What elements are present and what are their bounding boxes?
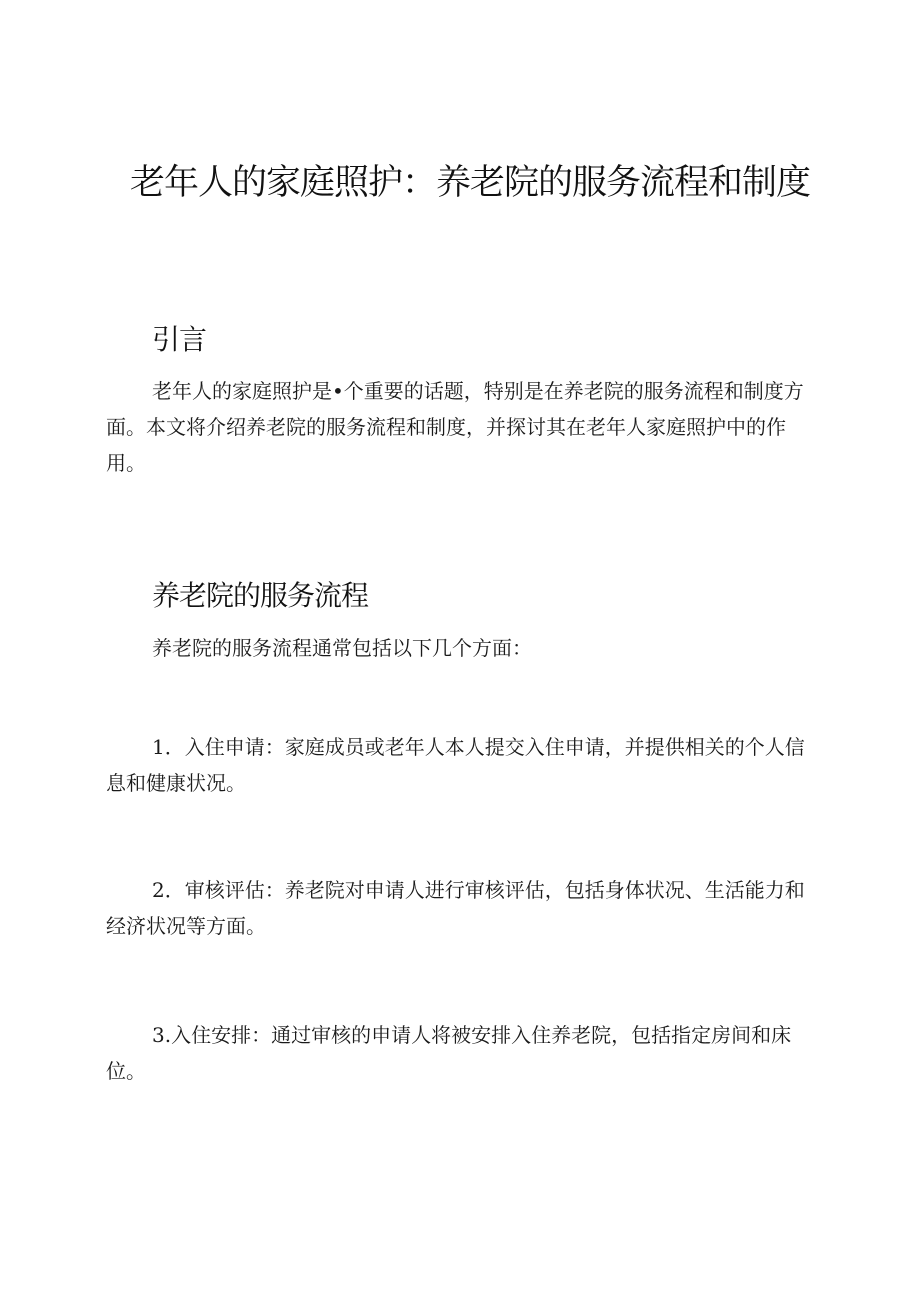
list-item-review-assessment: 2．审核评估：养老院对申请人进行审核评估，包括身体状况、生活能力和经济状况等方面。	[106, 878, 805, 938]
list-item-admission-arrangement: 3.入住安排：通过审核的申请人将被安排入住养老院，包括指定房间和床位。	[106, 1023, 792, 1083]
service-process-intro-paragraph: 养老院的服务流程通常包括以下几个方面：	[152, 636, 532, 660]
document-title: 老年人的家庭照护：养老院的服务流程和制度	[129, 163, 810, 203]
intro-paragraph: 老年人的家庭照护是•个重要的话题，特别是在养老院的服务流程和制度方面。本文将介绍养老院的服务流程和制度，并探讨其在老年人家庭照护中的作用。	[106, 379, 804, 475]
section-heading-introduction: 引言	[152, 323, 207, 356]
list-item-admission-application: 1．入住申请：家庭成员或老年人本人提交入住申请，并提供相关的个人信息和健康状况。	[106, 735, 805, 795]
section-heading-service-process: 养老院的服务流程	[152, 579, 369, 612]
